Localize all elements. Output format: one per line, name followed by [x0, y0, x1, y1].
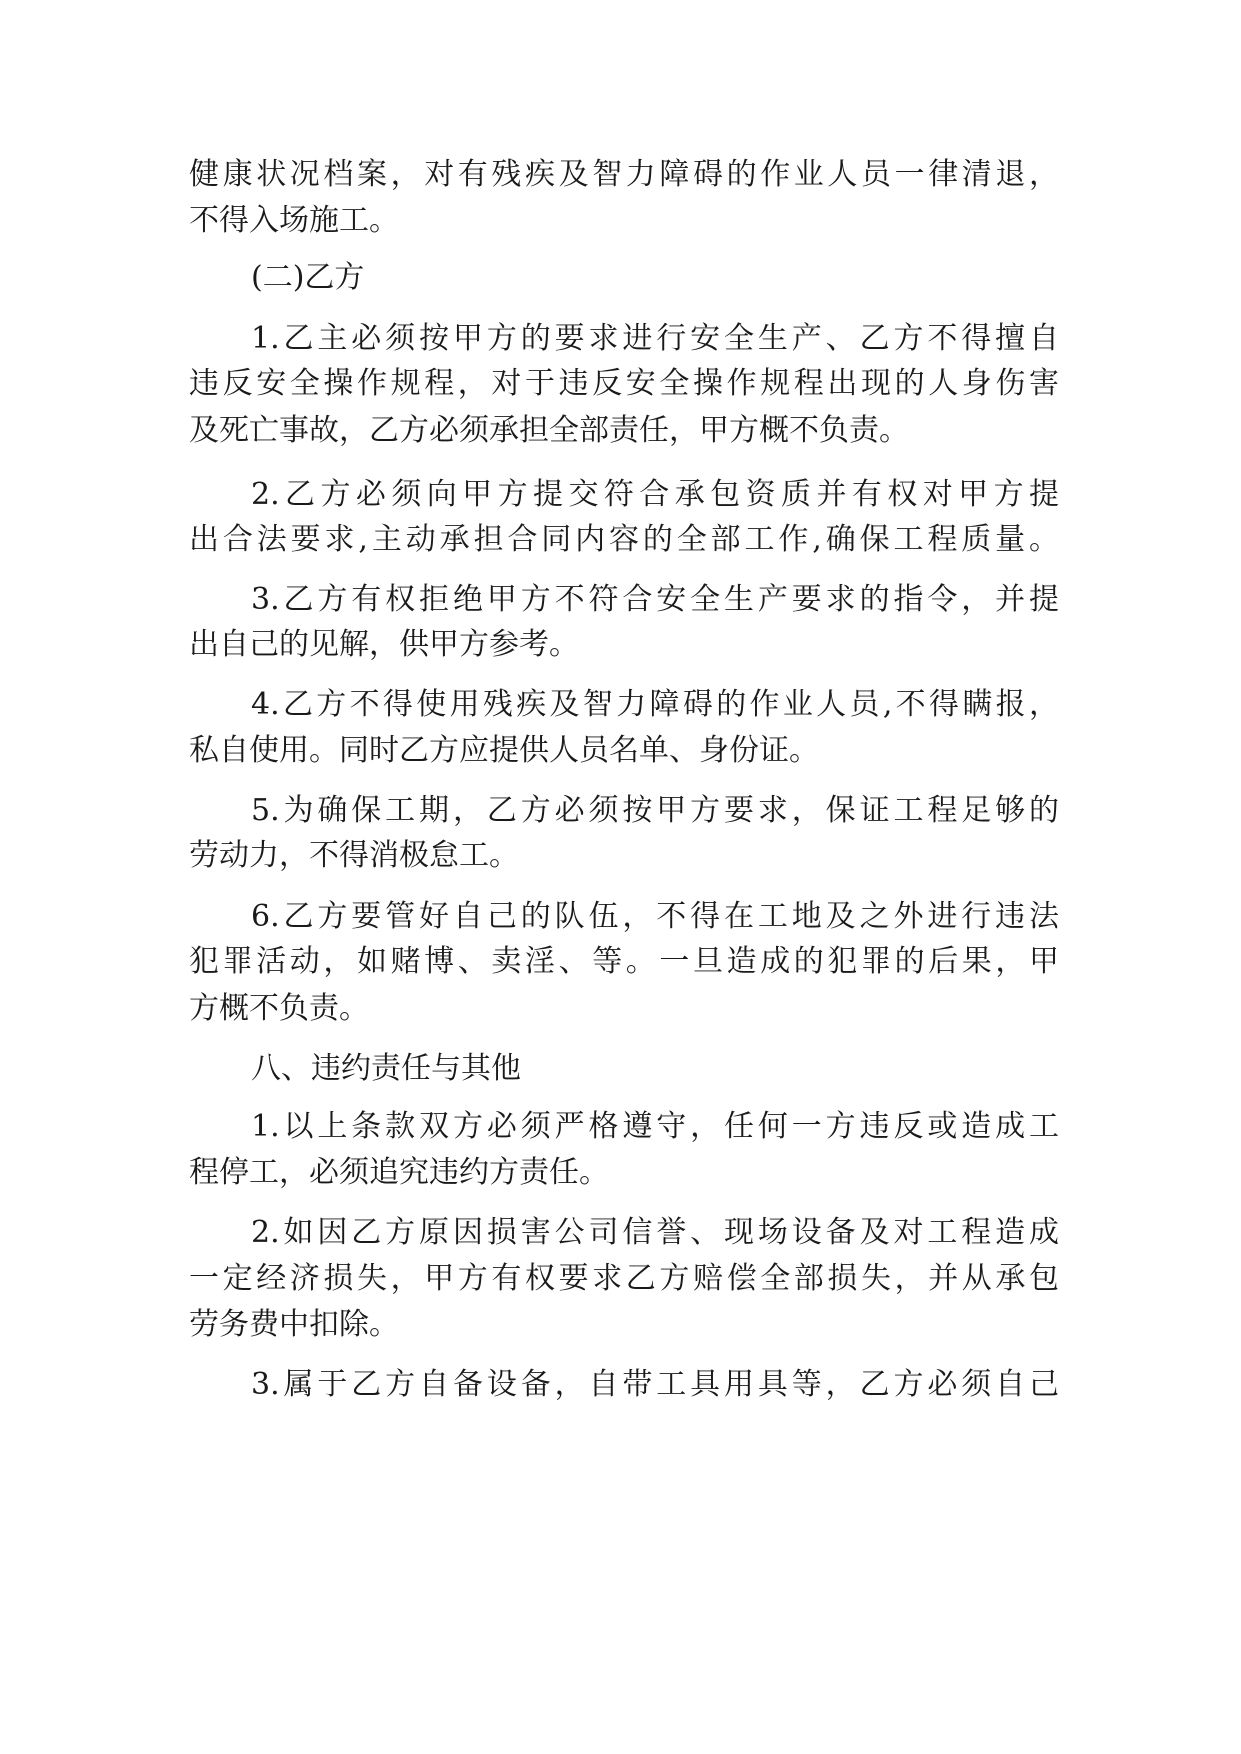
text-line: 3.乙方有权拒绝甲方不符合安全生产要求的指令，并提	[251, 582, 1059, 617]
text-line: 3.属于乙方自备设备，自带工具用具等，乙方必须自己	[251, 1367, 1059, 1402]
text-line: 出自己的见解，供甲方参考。	[189, 627, 579, 662]
text-line: 私自使用。同时乙方应提供人员名单、身份证。	[189, 733, 819, 768]
text-line: 1.以上条款双方必须严格遵守，任何一方违反或造成工	[251, 1109, 1059, 1144]
text-line: 程停工，必须追究违约方责任。	[189, 1155, 609, 1190]
text-line: 犯罪活动，如赌博、卖淫、等。一旦造成的犯罪的后果，甲	[189, 944, 1059, 979]
text-line: 劳动力，不得消极怠工。	[189, 838, 519, 873]
text-line: 6.乙方要管好自己的队伍，不得在工地及之外进行违法	[251, 899, 1059, 934]
text-line: 及死亡事故，乙方必须承担全部责任，甲方概不负责。	[189, 413, 909, 448]
text-line: 2.乙方必须向甲方提交符合承包资质并有权对甲方提	[251, 477, 1059, 512]
text-line: 4.乙方不得使用残疾及智力障碍的作业人员,不得瞒报，	[251, 687, 1059, 722]
text-line: 1.乙主必须按甲方的要求进行安全生产、乙方不得擅自	[251, 321, 1059, 356]
text-line: 2.如因乙方原因损害公司信誉、现场设备及对工程造成	[251, 1215, 1059, 1250]
section-heading: 八、违约责任与其他	[251, 1051, 521, 1086]
section-heading: (二)乙方	[251, 260, 365, 295]
text-line: 方概不负责。	[189, 991, 369, 1026]
text-line: 违反安全操作规程，对于违反安全操作规程出现的人身伤害	[189, 366, 1059, 401]
text-line: 不得入场施工。	[189, 203, 399, 238]
text-line: 一定经济损失，甲方有权要求乙方赔偿全部损失，并从承包	[189, 1261, 1059, 1296]
text-line: 5.为确保工期，乙方必须按甲方要求，保证工程足够的	[251, 793, 1059, 828]
text-line: 健康状况档案，对有残疾及智力障碍的作业人员一律清退，	[189, 157, 1059, 192]
text-line: 出合法要求,主动承担合同内容的全部工作,确保工程质量。	[189, 522, 1059, 557]
text-line: 劳务费中扣除。	[189, 1307, 399, 1342]
